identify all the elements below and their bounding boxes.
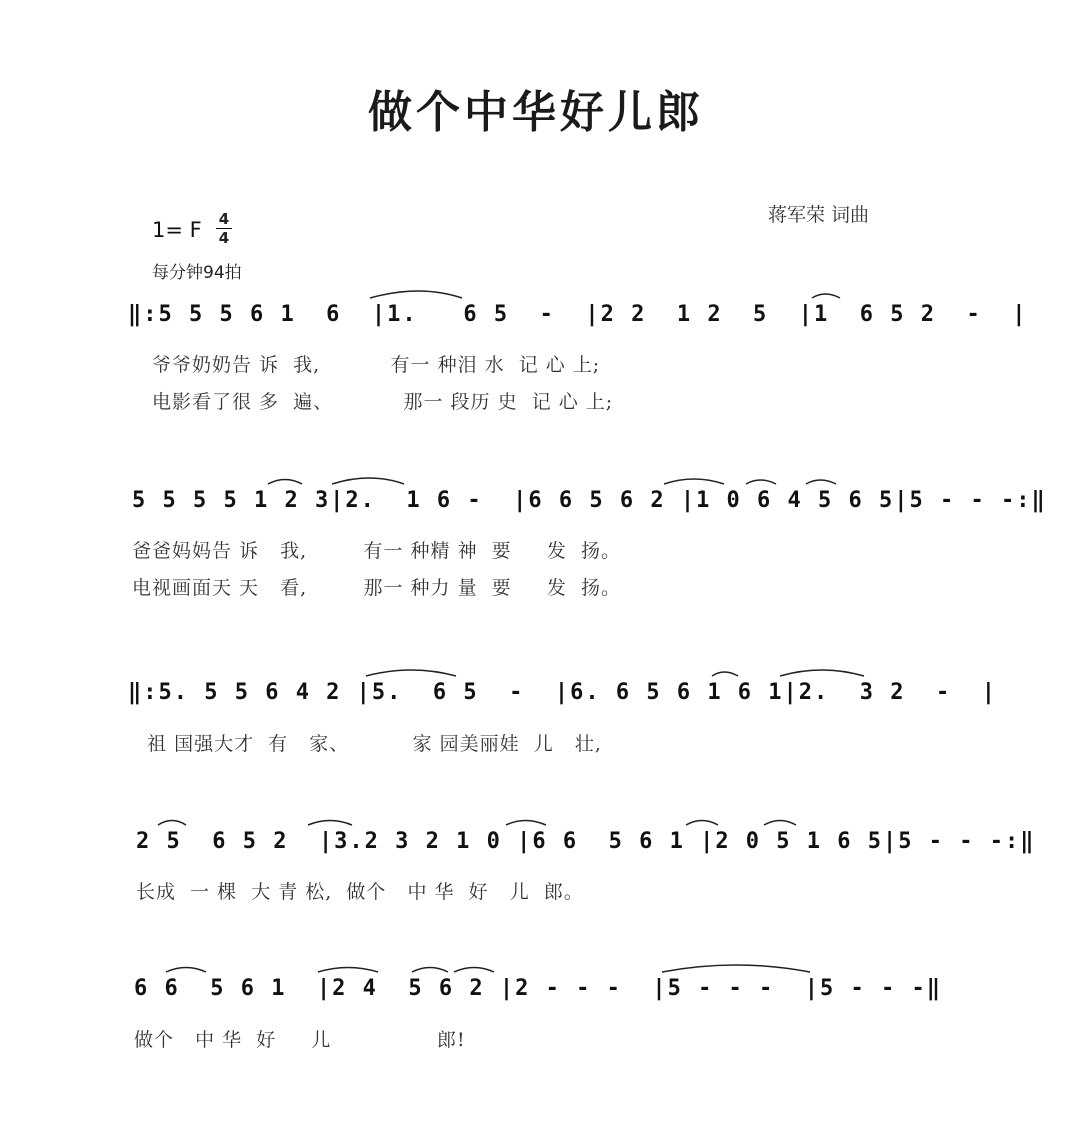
slur-arc [366, 670, 456, 676]
notation-line-4: 2 5 6 5 2 |3.2 3 2 1 0 |6 6 5 6 1 |2 0 5 1 6 5|5 - - -:‖ [136, 829, 1036, 854]
notation-line-2: 5 5 5 5 1 2 3|2. 1 6 - |6 6 5 6 2 |1 0 6 4 5 6 5|5 - - -:‖ [132, 488, 1047, 513]
slur-arc [806, 480, 836, 484]
slur-arc [268, 480, 302, 485]
slur-arc [780, 670, 864, 676]
notation-line-5: 6 6 5 6 1 |2 4 5 6 2 |2 - - - |5 - - - |5 - - -‖ [134, 976, 942, 1001]
lyrics-line-5: 做个 中 华 好 儿 郎! [134, 1029, 466, 1051]
lyrics-line-3: 祖 国强大才 有 家、 家 园美丽娃 儿 壮, [140, 733, 602, 755]
notation-line-3: ‖:5. 5 5 6 4 2 |5. 6 5 - |6. 6 5 6 1 6 1|2. 3 2 - | [128, 680, 997, 705]
lyrics-line-2-verse-1: 爸爸妈妈告 诉 我, 有一 种精 神 要 发 扬。 [132, 540, 621, 562]
slur-arc [412, 968, 448, 973]
lyrics-line-1-verse-2: 电影看了很 多 遍、 那一 段历 史 记 心 上; [152, 391, 614, 413]
lyrics-line-1-verse-1: 爷爷奶奶告 诉 我, 有一 种泪 水 记 心 上; [152, 354, 601, 376]
slur-arc [664, 479, 724, 484]
slur-arc [454, 968, 494, 973]
time-signature-bottom: 4 [216, 228, 232, 247]
slur-arc [686, 821, 718, 826]
tempo-marking: 每分钟94拍 [152, 263, 242, 283]
slur-arc [712, 672, 738, 676]
slur-arc [308, 821, 352, 826]
lyrics-line-4: 长成 一 棵 大 青 松, 做个 中 华 好 儿 郎。 [136, 881, 584, 903]
time-signature [216, 210, 232, 247]
song-title: 做个中华好儿郎 [368, 87, 704, 138]
slur-arc [764, 821, 796, 826]
slur-arc [812, 294, 840, 298]
slur-arc [318, 968, 378, 973]
lyrics-line-2-verse-2: 电视画面天 天 看, 那一 种力 量 要 发 扬。 [132, 577, 621, 599]
key-signature: 1= F [152, 218, 202, 242]
slur-arc [166, 968, 206, 973]
slur-arc [370, 291, 462, 298]
slur-arc [662, 965, 810, 972]
slur-arc [746, 480, 776, 484]
time-signature-top: 4 [218, 210, 230, 228]
slur-arc [158, 821, 186, 826]
slur-arc [506, 821, 546, 826]
notation-line-1: ‖:5 5 5 6 1 6 |1. 6 5 - |2 2 1 2 5 |1 6 5 2 - | [128, 302, 1028, 327]
slur-arc [332, 478, 404, 484]
composer-credit: 蒋军荣 词曲 [768, 204, 870, 226]
